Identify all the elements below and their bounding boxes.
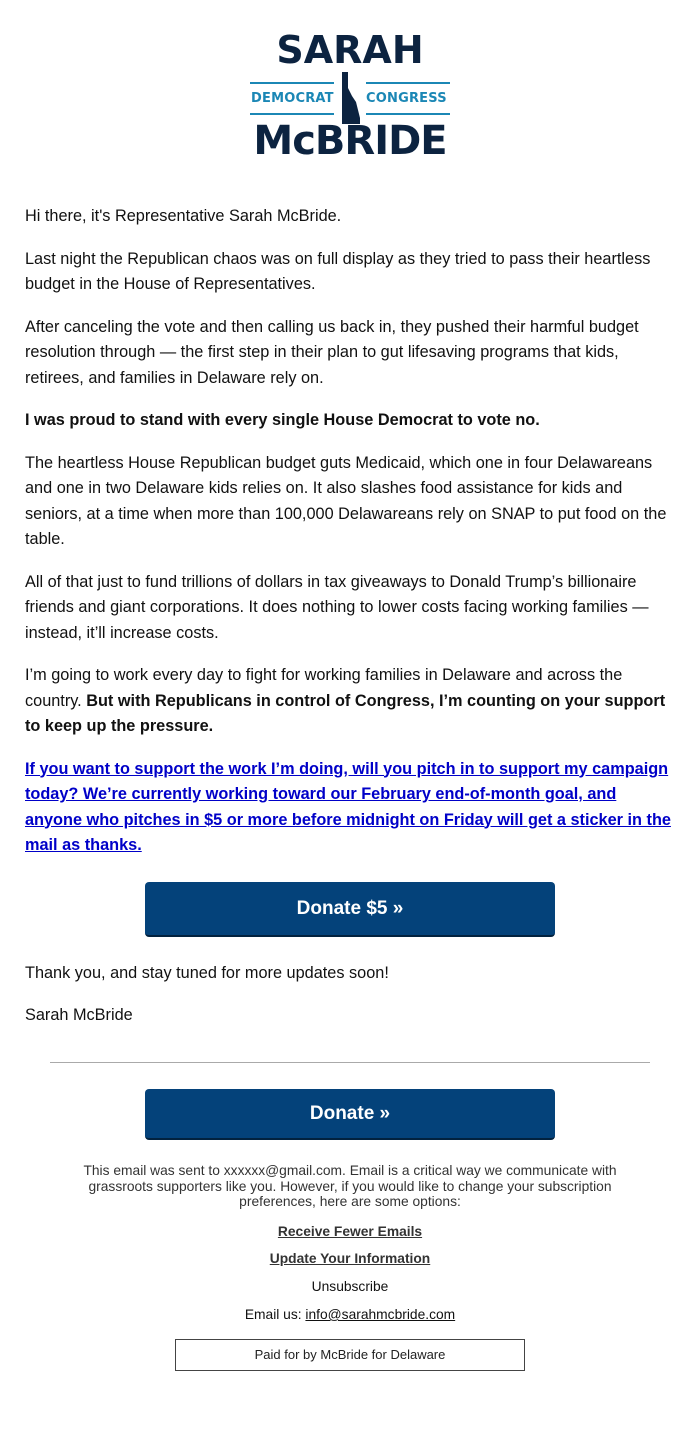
- footer-update-info-row: [70, 1251, 630, 1266]
- logo-rule-right-bottom: [366, 113, 450, 115]
- paid-for-disclaimer: Paid for by McBride for Delaware: [175, 1339, 525, 1371]
- donate-button[interactable]: Donate »: [145, 1089, 555, 1140]
- update-information-link[interactable]: Update Your Information: [269, 1251, 431, 1266]
- paragraph-4: The heartless House Republican budget guts Medicaid, which one in four Delawareans and one in two Delaware kids relies on. It also slashes food assistance for kids and seniors, at a time when more than 100,000 Delawareans rely on SNAP to put food on the table.: [25, 453, 667, 548]
- footer-note: This email was sent to xxxxxx@gmail.com. Email is a critical way we communicate with grassroots supporters like you. However, if you would like to change your subscription preferences, here are some options:: [83, 1163, 617, 1209]
- unsubscribe-link[interactable]: Unsubscribe: [311, 1279, 389, 1294]
- email-us-label: Email us:: [244, 1307, 306, 1322]
- logo-name-first: SARAH: [276, 28, 424, 72]
- logo-rule-right-top: [366, 82, 450, 84]
- closing-line: Thank you, and stay tuned for more updates soon!: [25, 964, 389, 982]
- divider: [50, 1062, 650, 1063]
- contact-email-link[interactable]: info@sarahmcbride.com: [305, 1307, 456, 1322]
- signature: Sarah McBride: [25, 1006, 133, 1024]
- donate-5-button[interactable]: Donate $5 »: [145, 882, 555, 937]
- receive-fewer-emails-link[interactable]: Receive Fewer Emails: [277, 1224, 423, 1239]
- logo-name-last: McBRIDE: [253, 118, 447, 164]
- paragraph-1: Last night the Republican chaos was on full display as they tried to pass their heartless budget in the House of Representatives.: [25, 249, 651, 293]
- email-body: [25, 204, 675, 876]
- footer-fewer-emails-row: [70, 1224, 630, 1239]
- paragraph-5: All of that just to fund trillions of dollars in tax giveaways to Donald Trump’s billionaire friends and giant corporations. It does nothing to lower costs facing working families — instead, it’ll increase costs.: [25, 572, 649, 642]
- greeting: Hi there, it's Representative Sarah McBride.: [25, 207, 342, 225]
- paragraph-6-plain: I’m going to work every day to fight for working families in Delaware and across the country.: [25, 666, 623, 710]
- paragraph-6-bold: But with Republicans in control of Congress, I’m counting on your support to keep up the pressure.: [25, 691, 666, 735]
- paragraph-6: [25, 663, 675, 740]
- paragraph-2: After canceling the vote and then calling us back in, they pushed their harmful budget resolution through — the first step in their plan to gut lifesaving programs that kids, retirees, and families in Delaware rely on.: [25, 317, 639, 387]
- cta-paragraph: [25, 757, 675, 859]
- logo-office-label: CONGRESS: [366, 91, 447, 106]
- paragraph-3-bold: I was proud to stand with every single House Democrat to vote no.: [25, 411, 540, 429]
- logo-rule-left-bottom: [250, 113, 334, 115]
- donate-cta-link[interactable]: If you want to support the work I’m doing, will you pitch in to support my campaign today? We’re currently working toward our February end-of-month goal, and anyone who pitches in $5 or more before midnight on Friday will get a sticker in the mail as thanks.: [25, 759, 671, 854]
- campaign-logo: [248, 30, 452, 162]
- logo-rule-left-top: [250, 82, 334, 84]
- footer-email-row: [70, 1307, 630, 1322]
- logo-party-label: DEMOCRAT: [251, 91, 334, 106]
